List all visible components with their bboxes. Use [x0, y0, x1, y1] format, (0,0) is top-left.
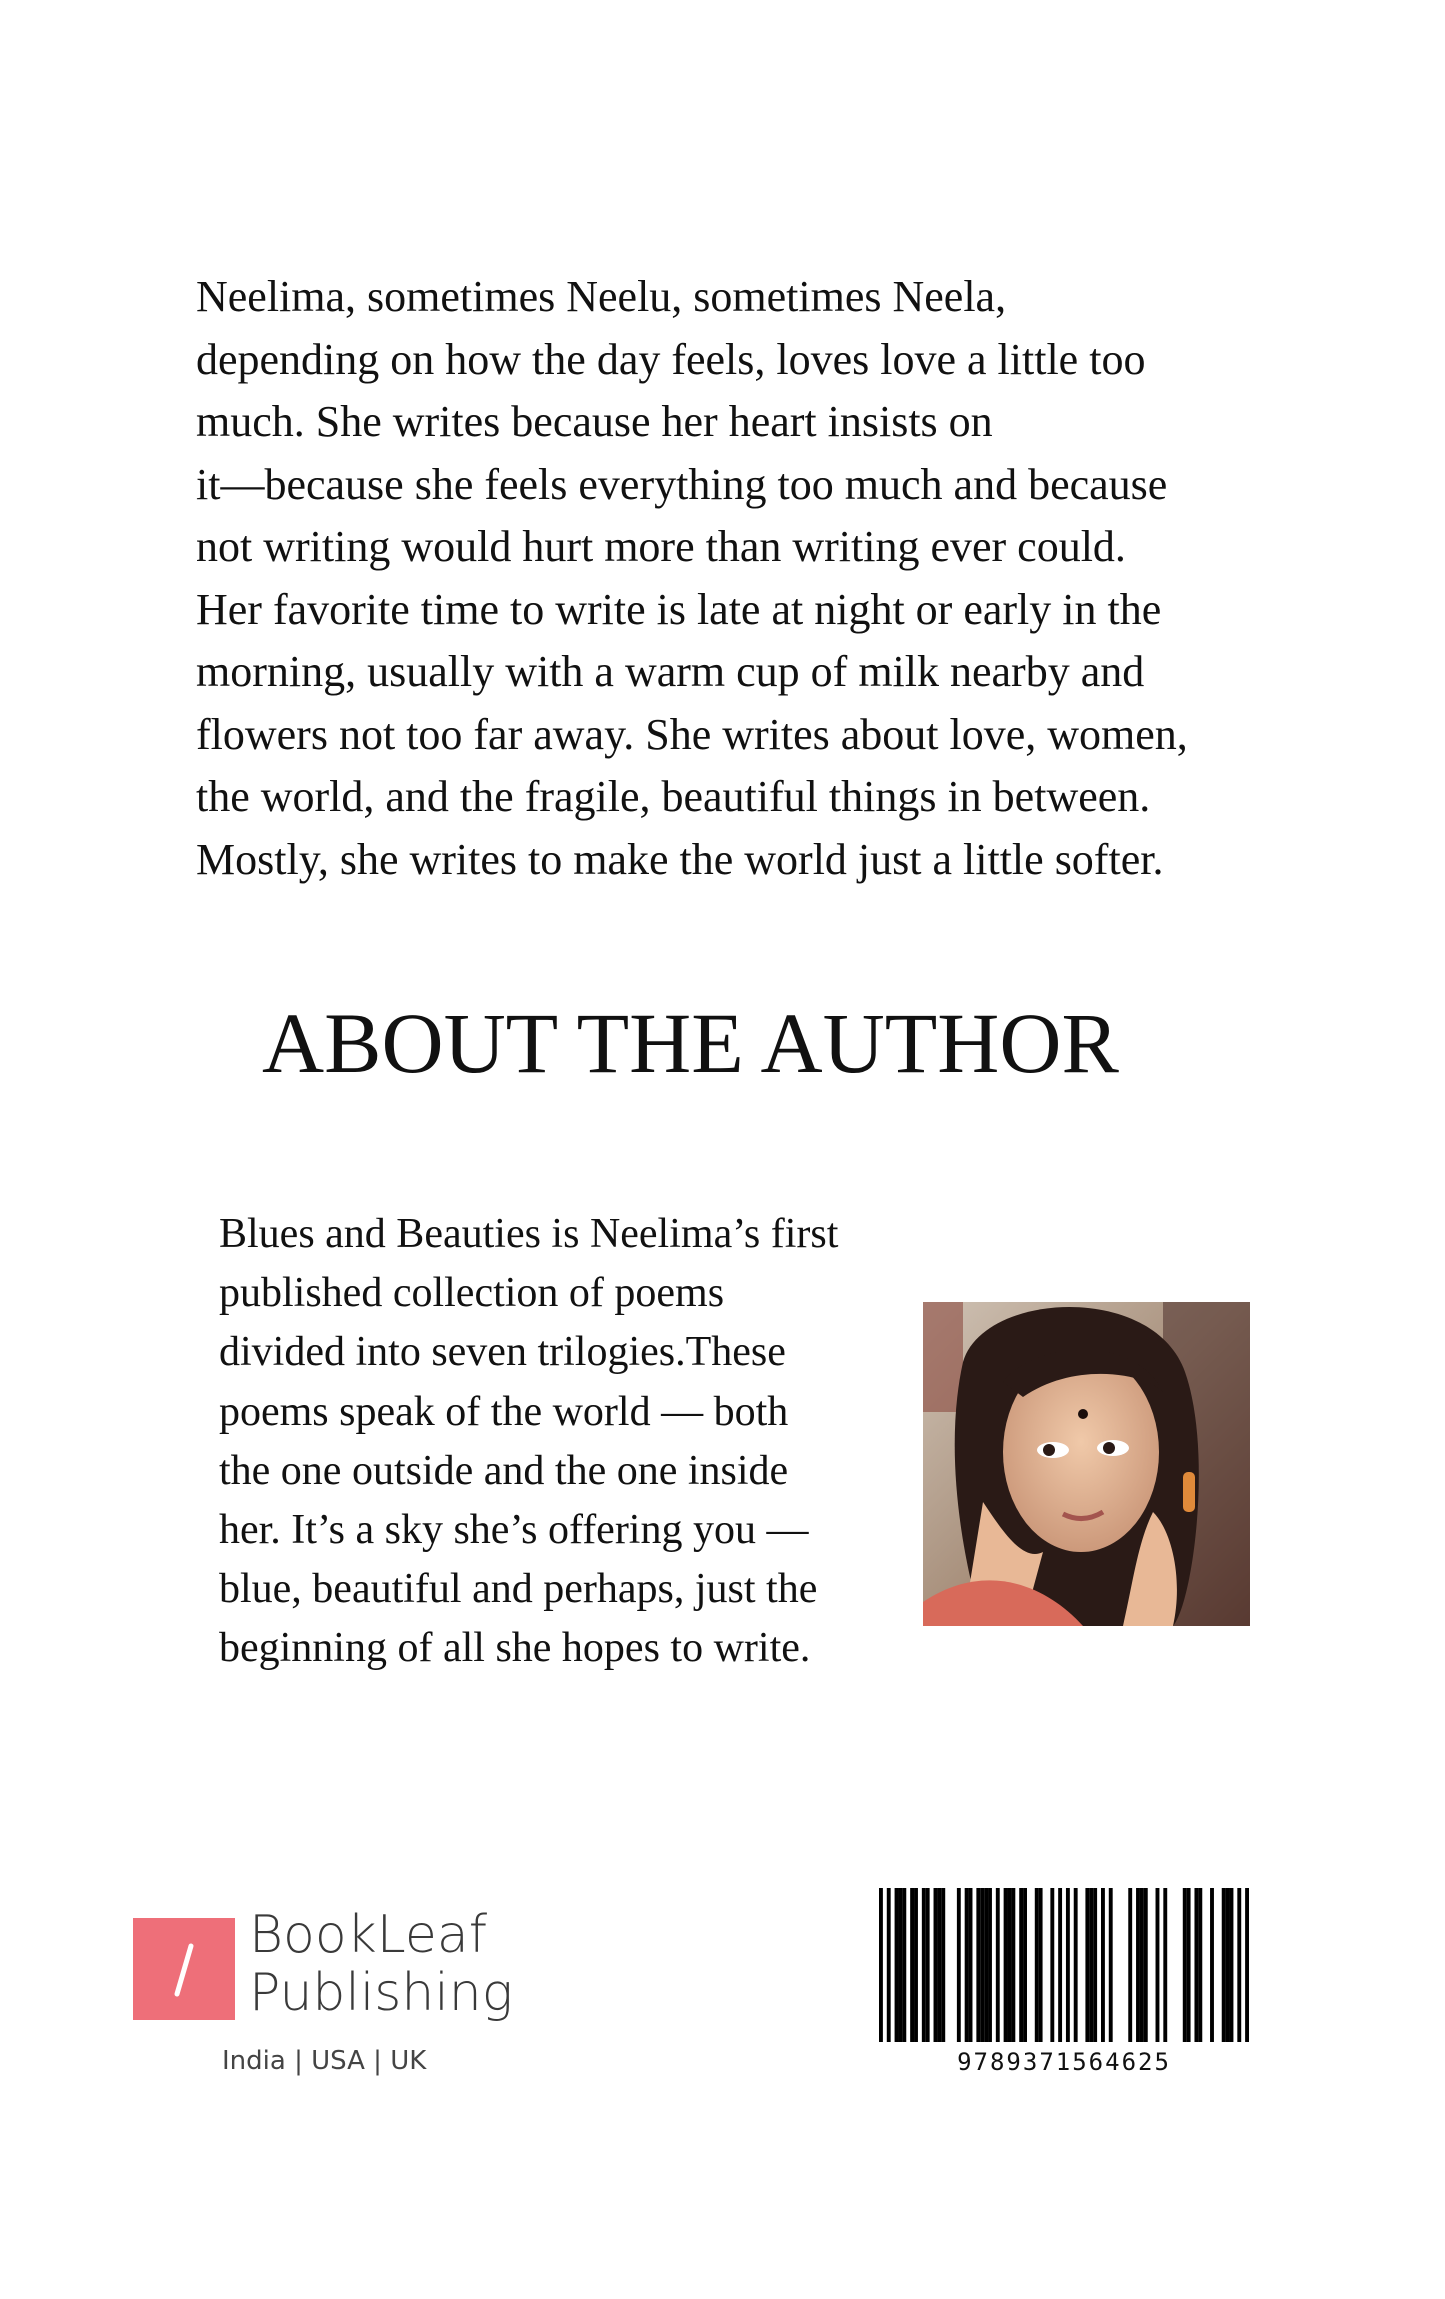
barcode-bar — [1226, 1888, 1230, 2042]
barcode-bar — [887, 1888, 891, 2042]
barcode-bar — [976, 1888, 980, 2042]
barcode-bar — [984, 1888, 988, 2042]
slash-icon — [133, 1918, 235, 2020]
barcode-bar — [1194, 1888, 1198, 2042]
barcode-bar — [988, 1888, 992, 2042]
barcode-bar — [1210, 1888, 1214, 2042]
publisher-regions: India | USA | UK — [222, 2046, 427, 2076]
barcode-bar — [1093, 1888, 1097, 2042]
barcode-bar — [1008, 1888, 1012, 2042]
barcode-bar — [1183, 1888, 1187, 2042]
barcode-bar — [1222, 1888, 1226, 2042]
author-bio: Neelima, sometimes Neelu, sometimes Neela, depending on how the day feels, loves love a little too much. She writes because her heart insists on it—because she feels everything too much and because not writing would hurt more than writing ever could. Her favorite time to write is late at night or early in the morning, usually with a warm cup of milk nearby and flowers not too far away. She writes about love, women, the world, and the fragile, beautiful things in between. Mostly, she writes to make the world just a little softer. — [196, 272, 1188, 884]
barcode-bar — [1004, 1888, 1008, 2042]
publisher-name-line1: BookLeaf — [249, 1905, 488, 1965]
barcode — [879, 1888, 1249, 2042]
barcode-bar — [1230, 1888, 1234, 2042]
barcode-bar — [898, 1888, 902, 2042]
barcode-bar — [965, 1888, 969, 2042]
barcode-bar — [922, 1888, 926, 2042]
barcode-bar — [1085, 1888, 1089, 2042]
barcode-bar — [1187, 1888, 1191, 2042]
barcode-bar — [1198, 1888, 1202, 2042]
barcode-bar — [934, 1888, 938, 2042]
barcode-bar — [1156, 1888, 1160, 2042]
barcode-bar — [1066, 1888, 1070, 2042]
section-heading: ABOUT THE AUTHOR — [262, 995, 1119, 1091]
barcode-bar — [1245, 1888, 1249, 2042]
barcode-bar — [1019, 1888, 1023, 2042]
isbn-number: 9789371564625 — [957, 2048, 1171, 2076]
barcode-bar — [1039, 1888, 1043, 2042]
barcode-bar — [1237, 1888, 1241, 2042]
barcode-bar — [879, 1888, 883, 2042]
barcode-bar — [1136, 1888, 1140, 2042]
barcode-bar — [996, 1888, 1000, 2042]
barcode-bar — [902, 1888, 906, 2042]
barcode-bar — [969, 1888, 973, 2042]
barcode-bar — [957, 1888, 961, 2042]
barcode-bar — [1058, 1888, 1062, 2042]
barcode-bar — [1074, 1888, 1078, 2042]
barcode-bar — [1035, 1888, 1039, 2042]
publisher-name-line2: Publishing — [249, 1963, 513, 2023]
barcode-bar — [1023, 1888, 1027, 2042]
barcode-bar — [1140, 1888, 1144, 2042]
barcode-bar — [941, 1888, 945, 2042]
barcode-bar — [1050, 1888, 1054, 2042]
book-blurb: Blues and Beauties is Neelima’s first published collection of poems divided into seven trilogies.These poems speak of the world — both the one outside and the one inside her. It’s a sky she’s offering you — blue, beautiful and perhaps, just the beginning of all she hopes to write. — [219, 1211, 839, 1672]
barcode-bar — [1101, 1888, 1105, 2042]
barcode-bar — [980, 1888, 984, 2042]
barcode-bar — [895, 1888, 899, 2042]
publisher-name — [249, 1906, 513, 2022]
barcode-bar — [937, 1888, 941, 2042]
barcode-bar — [1109, 1888, 1113, 2042]
barcode-bar — [1128, 1888, 1132, 2042]
barcode-bar — [914, 1888, 918, 2042]
barcode-bar — [926, 1888, 930, 2042]
barcode-bar — [1011, 1888, 1015, 2042]
barcode-bar — [1089, 1888, 1093, 2042]
barcode-bar — [1144, 1888, 1148, 2042]
author-photo — [923, 1302, 1250, 1626]
barcode-bar — [1163, 1888, 1167, 2042]
barcode-bar — [910, 1888, 914, 2042]
